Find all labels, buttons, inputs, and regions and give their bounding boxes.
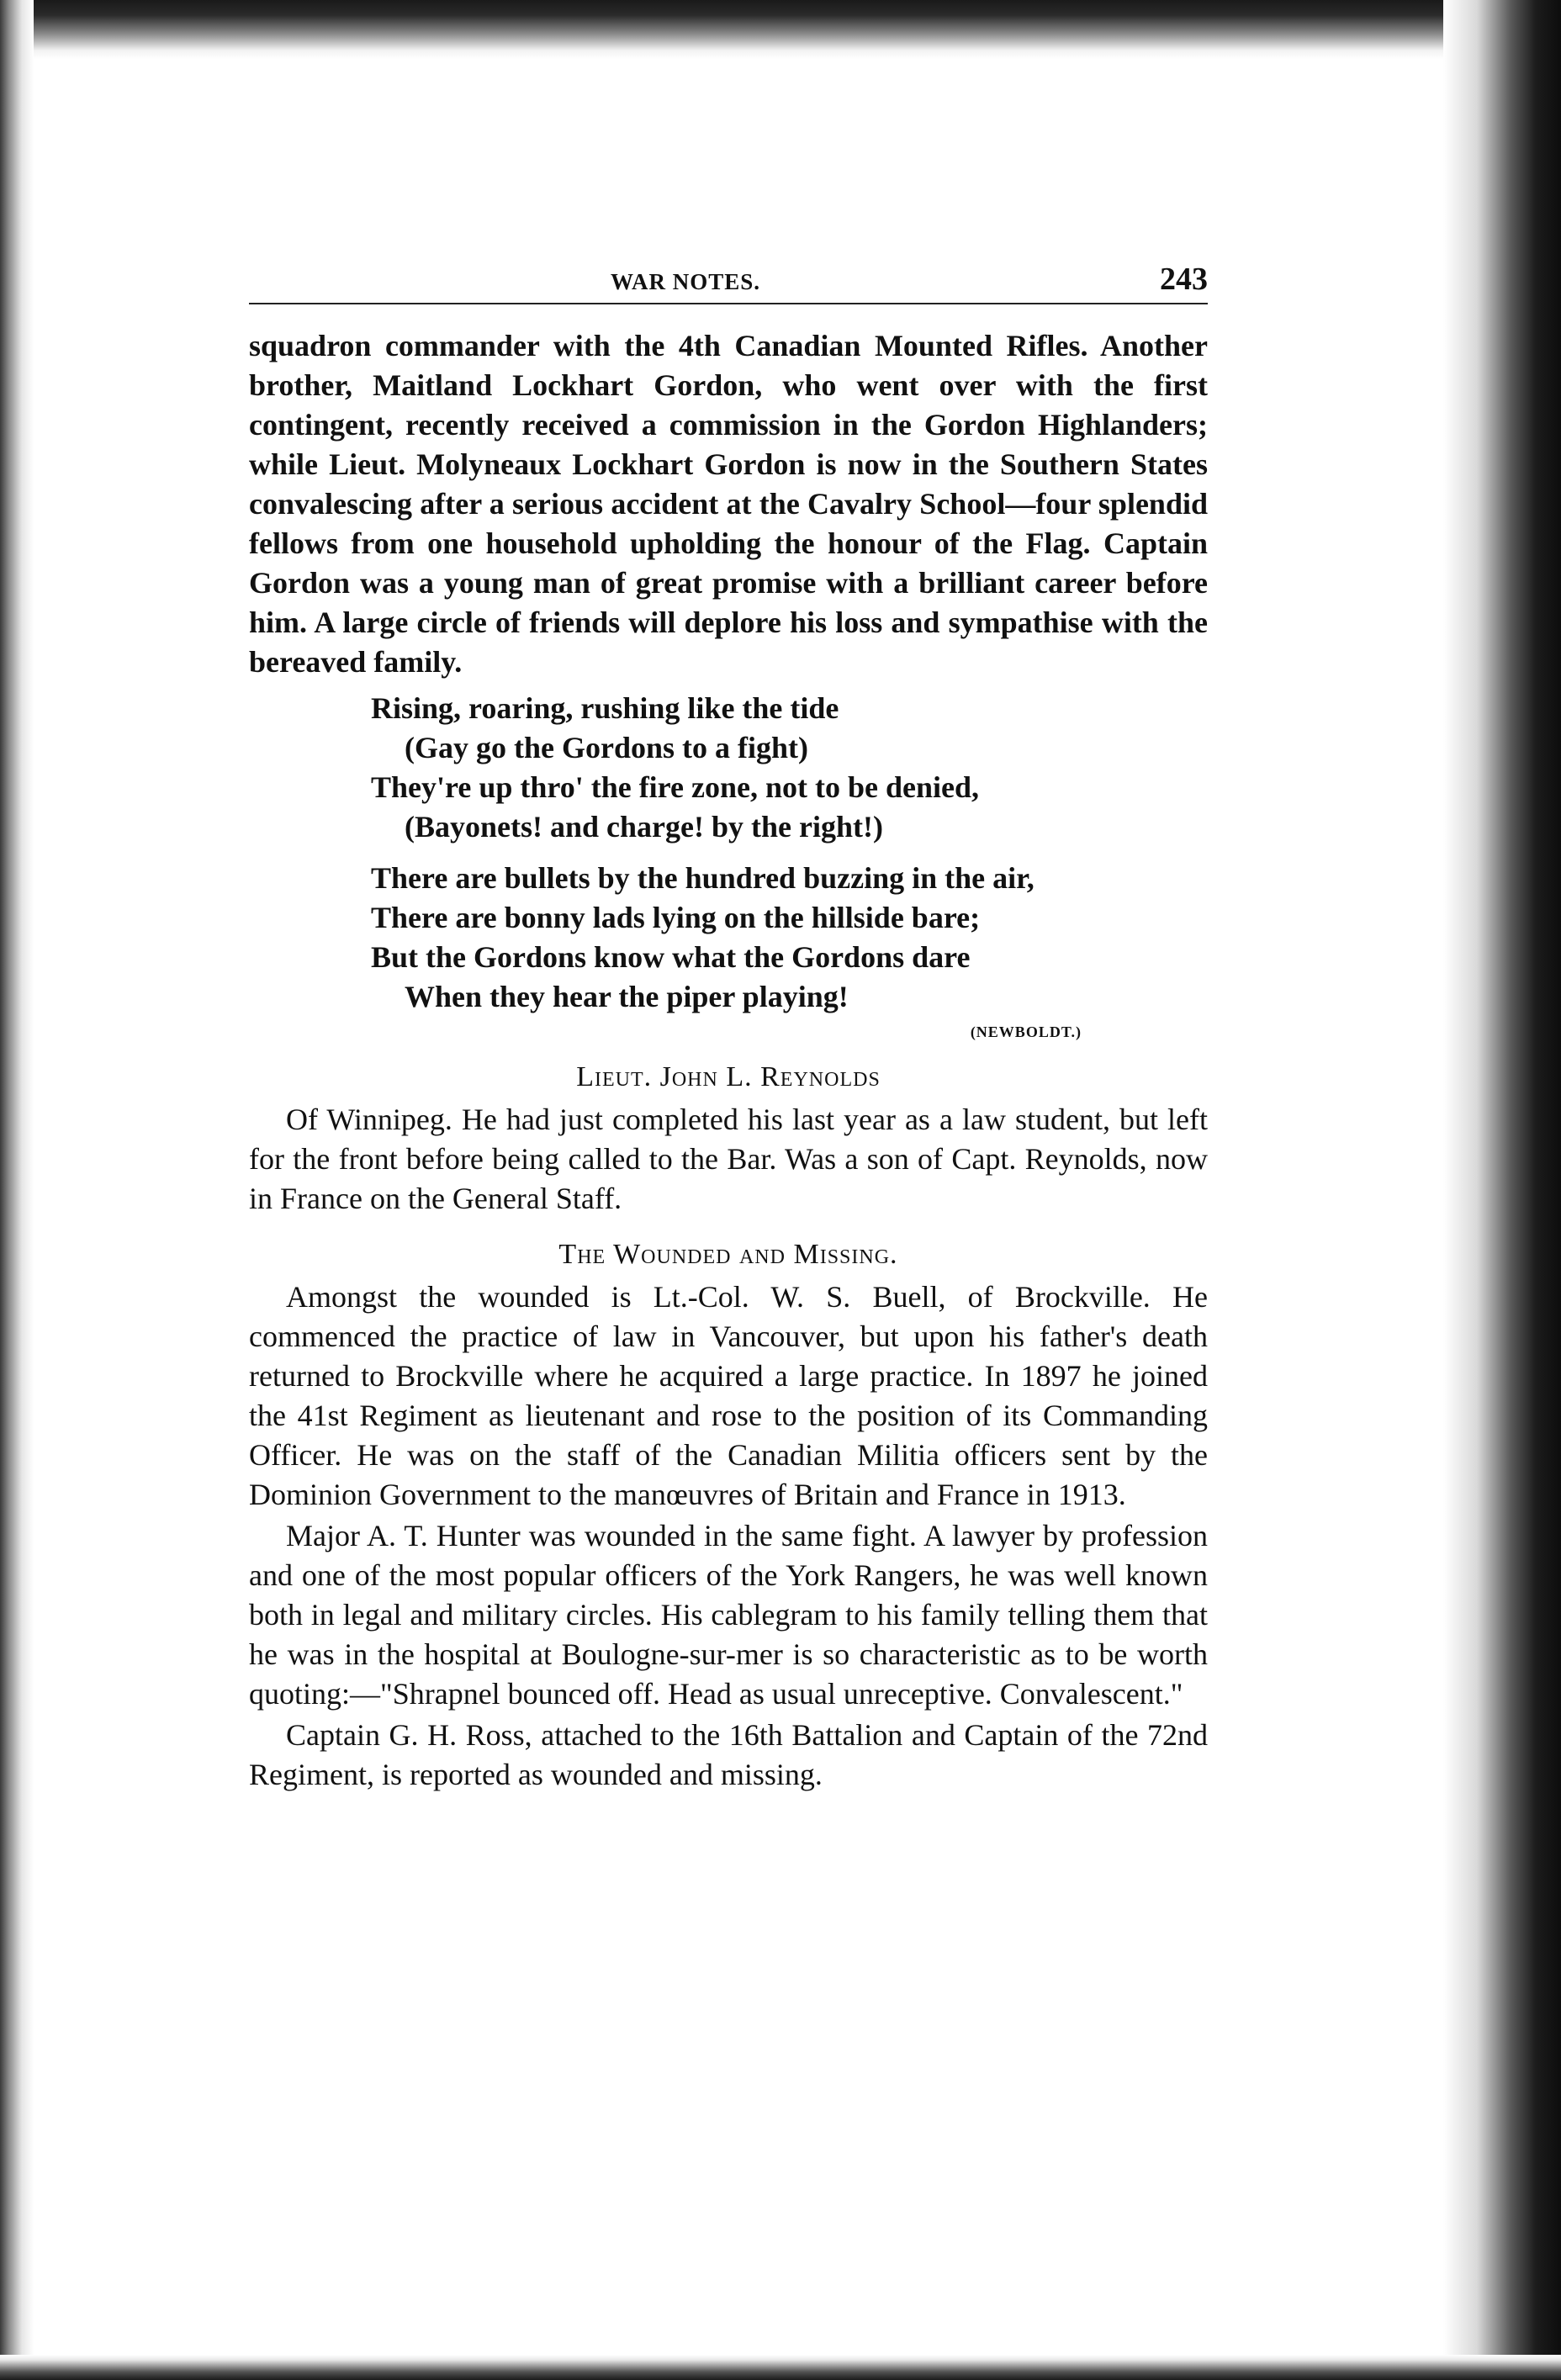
poem <box>371 689 1208 1017</box>
poem-stanza-2 <box>371 859 1208 1017</box>
poem-line: There are bonny lads lying on the hillside bare; <box>371 901 981 934</box>
section-heading-reynolds: Lieut. John L. Reynolds <box>576 1061 881 1092</box>
wounded-paragraph-ross: Captain G. H. Ross, attached to the 16th Battalion and Captain of the 72nd Regiment, is reported as wounded and missing. <box>249 1718 1208 1791</box>
poem-line: When they hear the piper playing! <box>405 980 849 1013</box>
section-heading-wounded: The Wounded and Missing. <box>558 1239 898 1270</box>
poem-stanza-1 <box>371 689 1208 847</box>
poem-line: But the Gordons know what the Gordons dare <box>371 940 971 974</box>
poem-line: (Gay go the Gordons to a fight) <box>405 731 808 764</box>
page-number: 243 <box>1160 262 1208 297</box>
running-title: WAR NOTES. <box>611 269 761 294</box>
poem-line: Rising, roaring, rushing like the tide <box>371 691 839 725</box>
wounded-paragraph-buell: Amongst the wounded is Lt.-Col. W. S. Buell, of Brockville. He commenced the practice of law in Vancouver, but upon his father's death returned to Brockville where he acquired a large practice. In 1897 he joined the 41st Regiment as lieutenant and rose to the position of its Commanding Officer. He was on the staff of the Canadian Militia officers sent by the Dominion Government to the manœuvres of Britain and France in 1913. <box>249 1280 1208 1511</box>
reynolds-paragraph: Of Winnipeg. He had just completed his last year as a law student, but left for the front before being called to the Bar. Was a son of Capt. Reynolds, now in France on the General Staff. <box>249 1103 1208 1215</box>
scan-edge-left <box>0 0 34 2380</box>
scan-edge-bottom <box>0 2355 1561 2380</box>
poem-line: (Bayonets! and charge! by the right!) <box>405 810 883 844</box>
opening-paragraph-block <box>249 326 1208 682</box>
reynolds-section <box>249 1100 1208 1219</box>
wounded-paragraph-hunter: Major A. T. Hunter was wounded in the same fight. A lawyer by profession and one of the most popular officers of the York Rangers, he was well known both in legal and military circles. His cablegram to his family telling them that he was in the hospital at Boulogne-sur-mer is so characteristic as to be worth quoting:—"Shrapnel bounced off. Head as usual unreceptive. Convalescent." <box>249 1519 1208 1711</box>
header-rule <box>249 303 1208 304</box>
scan-edge-top <box>0 0 1561 59</box>
poem-attribution: (NEWBOLDT.) <box>970 1023 1082 1040</box>
poem-line: There are bullets by the hundred buzzing in the air, <box>371 861 1034 895</box>
book-page <box>249 252 1208 1796</box>
poem-line: They're up thro' the fire zone, not to be denied, <box>371 770 979 804</box>
wounded-section <box>249 1277 1208 1795</box>
scan-edge-right <box>1443 0 1561 2380</box>
opening-paragraph: squadron commander with the 4th Canadian Mounted Rifles. Another brother, Maitland Lockhart Gordon, who went over with the first contingent, recently received a commission in the Gordon Highlanders; while Lieut. Molyneaux Lockhart Gordon is now in the Southern States convalescing after a serious accident at the Cavalry School—four splendid fellows from one household upholding the honour of the Flag. Captain Gordon was a young man of great promise with a brilliant career before him. A large circle of friends will deplore his loss and sympathise with the bereaved family. <box>249 329 1208 679</box>
running-head <box>249 252 1208 303</box>
